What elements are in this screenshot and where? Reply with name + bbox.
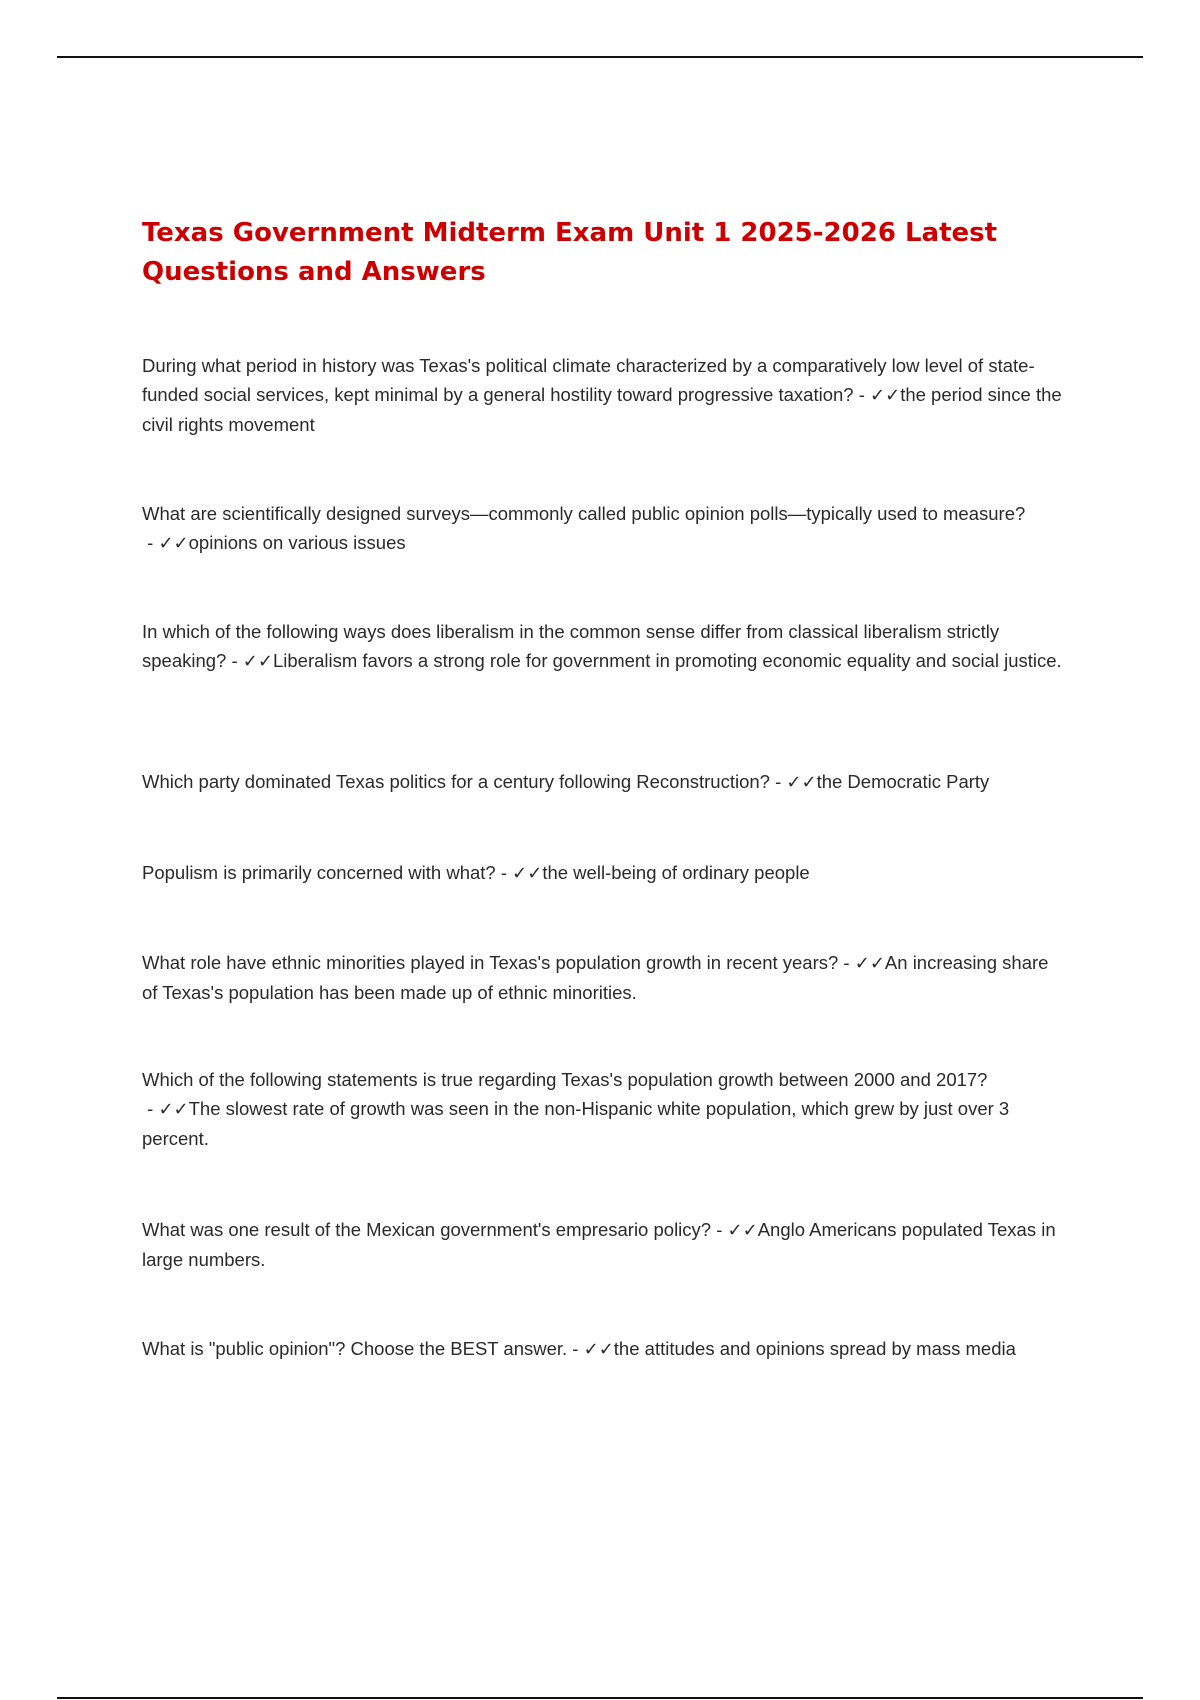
double-check-icon: ✓✓ <box>242 651 273 672</box>
qa-item <box>142 1334 1062 1364</box>
answer-text: Anglo Americans populated Texas in large numbers. <box>142 1219 1056 1270</box>
question-text: Populism is primarily concerned with what? <box>142 862 496 883</box>
question-text: Which of the following statements is true regarding Texas's population growth between 2000 and 2017? <box>142 1069 988 1090</box>
qa-separator: - <box>495 862 513 883</box>
double-check-icon: ✓✓ <box>158 1099 189 1120</box>
qa-separator: - <box>853 384 871 405</box>
question-text: Which party dominated Texas politics for a century following Reconstruction? <box>142 771 770 792</box>
qa-separator: - <box>226 650 243 671</box>
answer-text: Liberalism favors a strong role for government in promoting economic equality and social justice. <box>272 650 1062 671</box>
answer-text: An increasing share of Texas's population has been made up of ethnic minorities. <box>142 952 1049 1003</box>
qa-separator: - <box>142 1098 159 1119</box>
qa-item <box>142 351 1062 439</box>
qa-separator: - <box>142 532 159 553</box>
question-text: What is "public opinion"? Choose the BEST answer. <box>142 1338 568 1359</box>
document-title: Texas Government Midterm Exam Unit 1 2025-2026 Latest Questions and Answers <box>142 218 998 287</box>
bottom-rule <box>57 1697 1143 1699</box>
question-text: In which of the following ways does liberalism in the common sense differ from classical liberalism strictly speaking? <box>142 621 1000 671</box>
double-check-icon: ✓✓ <box>727 1220 758 1241</box>
qa-separator: - <box>838 952 855 973</box>
answer-text: opinions on various issues <box>188 532 406 553</box>
answer-text: the well-being of ordinary people <box>542 862 810 883</box>
qa-separator: - <box>711 1219 728 1240</box>
qa-item <box>142 767 1062 797</box>
double-check-icon: ✓✓ <box>854 953 885 974</box>
answer-text: the attitudes and opinions spread by mass media <box>613 1338 1016 1359</box>
question-text: What are scientifically designed surveys—commonly called public opinion polls—typically used to measure? <box>142 503 1026 524</box>
qa-item <box>142 858 1062 888</box>
double-check-icon: ✓✓ <box>512 863 543 884</box>
qa-item <box>142 1215 1062 1274</box>
double-check-icon: ✓✓ <box>158 533 189 554</box>
answer-text: the Democratic Party <box>816 771 990 792</box>
qa-item <box>142 948 1062 1007</box>
double-check-icon: ✓✓ <box>583 1339 614 1360</box>
answer-text: The slowest rate of growth was seen in the non-Hispanic white population, which grew by just over 3 percent. <box>142 1098 1010 1149</box>
qa-item <box>142 617 1062 676</box>
answer-text: the period since the civil rights movement <box>142 384 1062 435</box>
question-text: During what period in history was Texas's political climate characterized by a comparatively low level of state-funded social services, kept minimal by a general hostility toward progressive taxation? <box>142 355 1035 405</box>
question-text: What role have ethnic minorities played in Texas's population growth in recent years? <box>142 952 839 973</box>
qa-separator: - <box>567 1338 584 1359</box>
question-text: What was one result of the Mexican government's empresario policy? <box>142 1219 712 1240</box>
double-check-icon: ✓✓ <box>786 772 817 793</box>
qa-item <box>142 499 1062 558</box>
top-rule <box>57 56 1143 58</box>
qa-item <box>142 1065 1062 1153</box>
double-check-icon: ✓✓ <box>870 385 901 406</box>
qa-separator: - <box>769 771 787 792</box>
